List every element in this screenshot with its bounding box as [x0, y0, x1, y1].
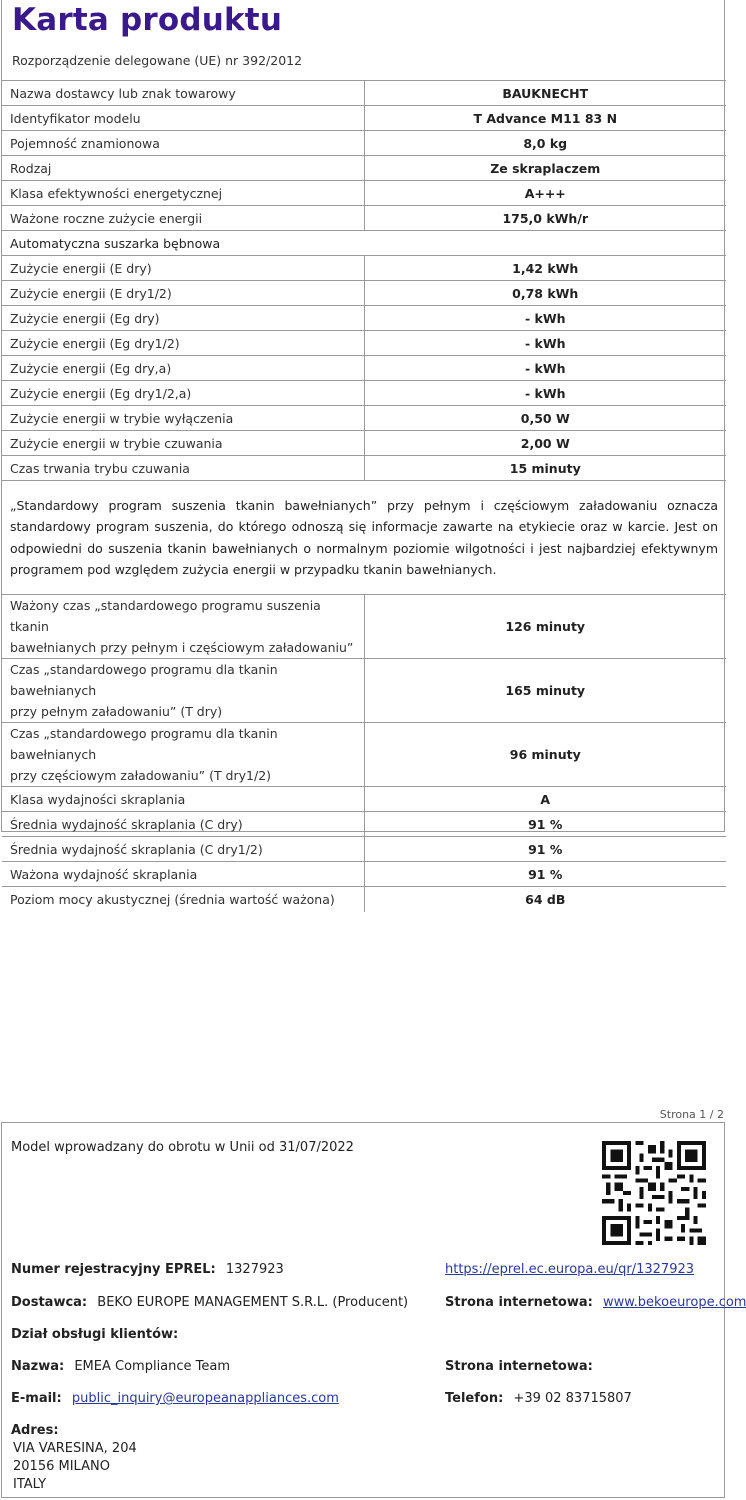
table-row — [2, 306, 726, 331]
table-row — [2, 206, 726, 231]
row-label-line: przy pełnym załadowaniu” (T dry) — [10, 704, 223, 719]
row-label-line: Czas „standardowego programu dla tkanin bawełnianych — [10, 662, 278, 698]
table-row — [2, 156, 726, 181]
row-value: BAUKNECHT — [364, 81, 726, 106]
table-row — [2, 256, 726, 281]
row-label: Średnia wydajność skraplania (C dry) — [2, 812, 364, 837]
section-row — [2, 231, 726, 256]
row-value: Ze skraplaczem — [364, 156, 726, 181]
row-label: Zużycie energii w trybie wyłączenia — [2, 406, 364, 431]
row-value: 91 % — [364, 812, 726, 837]
footer-panel — [1, 1122, 746, 1498]
row-label: Nazwa dostawcy lub znak towarowy — [2, 81, 364, 106]
row-label-line: Czas „standardowego programu dla tkanin bawełnianych — [10, 726, 278, 762]
website-link[interactable]: www.bekoeurope.com — [602, 1295, 746, 1310]
table-row — [2, 81, 726, 106]
table-row — [2, 723, 726, 787]
row-label: Zużycie energii (Eg dry) — [2, 306, 364, 331]
row-value: 96 minuty — [364, 723, 726, 787]
row-label — [2, 595, 364, 659]
row-value: - kWh — [364, 331, 726, 356]
product-sheet — [1, 0, 725, 907]
table-row — [2, 131, 726, 156]
table-row — [2, 356, 726, 381]
supplier-value: BEKO EUROPE MANAGEMENT S.R.L. (Producent) — [97, 1295, 409, 1310]
row-label: Czas trwania trybu czuwania — [2, 456, 364, 481]
phone-label: Telefon: — [445, 1391, 504, 1406]
row-value: - kWh — [364, 306, 726, 331]
email-label: E-mail: — [11, 1391, 62, 1406]
table-row — [2, 406, 726, 431]
address-label: Adres: — [11, 1423, 59, 1438]
table-row — [2, 812, 726, 837]
table-row — [2, 787, 726, 812]
page-title: Karta produktu — [12, 2, 283, 38]
row-label: Średnia wydajność skraplania (C dry1/2) — [2, 837, 364, 862]
row-value: 2,00 W — [364, 431, 726, 456]
row-label: Pojemność znamionowa — [2, 131, 364, 156]
table-row — [2, 431, 726, 456]
address-line: VIA VARESINA, 204 — [13, 1441, 137, 1456]
row-label: Zużycie energii (Eg dry1/2) — [2, 331, 364, 356]
eprel-link[interactable]: https://eprel.ec.europa.eu/qr/1327923 — [445, 1262, 695, 1277]
row-value: 0,50 W — [364, 406, 726, 431]
row-value: 91 % — [364, 837, 726, 862]
website-label: Strona internetowa: — [445, 1295, 593, 1310]
row-value: A+++ — [364, 181, 726, 206]
address-line: 20156 MILANO — [13, 1459, 110, 1474]
row-label: Zużycie energii (Eg dry1/2,a) — [2, 381, 364, 406]
phone-value: +39 02 83715807 — [513, 1391, 632, 1406]
website2-label: Strona internetowa: — [445, 1359, 593, 1374]
customer-service-label: Dział obsługi klientów: — [11, 1327, 179, 1342]
row-label: Ważona wydajność skraplania — [2, 862, 364, 887]
name-value: EMEA Compliance Team — [74, 1359, 231, 1374]
row-label: Identyfikator modelu — [2, 106, 364, 131]
qr-code-icon — [602, 1141, 706, 1245]
table-row — [2, 456, 726, 481]
page-number: Strona 1 / 2 — [659, 1108, 724, 1121]
table-row — [2, 106, 726, 131]
row-label: Ważone roczne zużycie energii — [2, 206, 364, 231]
row-label — [2, 659, 364, 723]
description-paragraph: „Standardowy program suszenia tkanin bawełnianych” przy pełnym i częściowym załadowaniu oznacza standardowy program suszenia, do którego odnoszą się informacje zawarte na etykiecie oraz w karcie. Jest on odpowiedni do suszenia tkanin bawełnianych o normalnym poziomie wilgotności i jest najbardziej efektywnym programem pod względem zużycia energii w przypadku tkanin bawełnianych. — [2, 481, 726, 595]
row-value: 64 dB — [364, 887, 726, 912]
table-row — [2, 181, 726, 206]
row-value: - kWh — [364, 381, 726, 406]
row-label: Rodzaj — [2, 156, 364, 181]
table-row — [2, 331, 726, 356]
row-value: - kWh — [364, 356, 726, 381]
row-label-line: Ważony czas „standardowego programu suszenia tkanin — [10, 598, 321, 634]
row-label: Klasa wydajności skraplania — [2, 787, 364, 812]
row-value: 15 minuty — [364, 456, 726, 481]
row-value: 126 minuty — [364, 595, 726, 659]
eprel-label: Numer rejestracyjny EPREL: — [11, 1262, 216, 1277]
table-row — [2, 595, 726, 659]
row-label — [2, 723, 364, 787]
row-value: T Advance M11 83 N — [364, 106, 726, 131]
row-label: Poziom mocy akustycznej (średnia wartość ważona) — [2, 887, 364, 912]
row-label-line: przy częściowym załadowaniu” (T dry1/2) — [10, 768, 272, 783]
table-row — [2, 862, 726, 887]
row-label: Zużycie energii (E dry1/2) — [2, 281, 364, 306]
row-label: Klasa efektywności energetycznej — [2, 181, 364, 206]
spec-table — [2, 80, 726, 912]
eprel-number: 1327923 — [225, 1262, 284, 1277]
description-row — [2, 481, 726, 595]
name-label: Nazwa: — [11, 1359, 65, 1374]
email-link[interactable]: public_inquiry@europeanappliances.com — [71, 1391, 339, 1406]
row-value: 91 % — [364, 862, 726, 887]
row-value: A — [364, 787, 726, 812]
table-row — [2, 837, 726, 862]
row-label: Zużycie energii (Eg dry,a) — [2, 356, 364, 381]
row-label: Zużycie energii (E dry) — [2, 256, 364, 281]
model-date-text: Model wprowadzany do obrotu w Unii od 31/07/2022 — [11, 1140, 354, 1155]
row-value: 165 minuty — [364, 659, 726, 723]
table-row — [2, 659, 726, 723]
row-value: 8,0 kg — [364, 131, 726, 156]
row-label-line: bawełnianych przy pełnym i częściowym załadowaniu” — [10, 640, 354, 655]
table-row — [2, 887, 726, 912]
row-value: 0,78 kWh — [364, 281, 726, 306]
table-row — [2, 281, 726, 306]
supplier-label: Dostawca: — [11, 1295, 88, 1310]
row-value: 175,0 kWh/r — [364, 206, 726, 231]
regulation-text: Rozporządzenie delegowane (UE) nr 392/2012 — [12, 53, 303, 68]
row-value: 1,42 kWh — [364, 256, 726, 281]
address-line: ITALY — [13, 1477, 47, 1492]
row-label: Zużycie energii w trybie czuwania — [2, 431, 364, 456]
table-row — [2, 381, 726, 406]
section-label: Automatyczna suszarka bębnowa — [2, 231, 726, 256]
